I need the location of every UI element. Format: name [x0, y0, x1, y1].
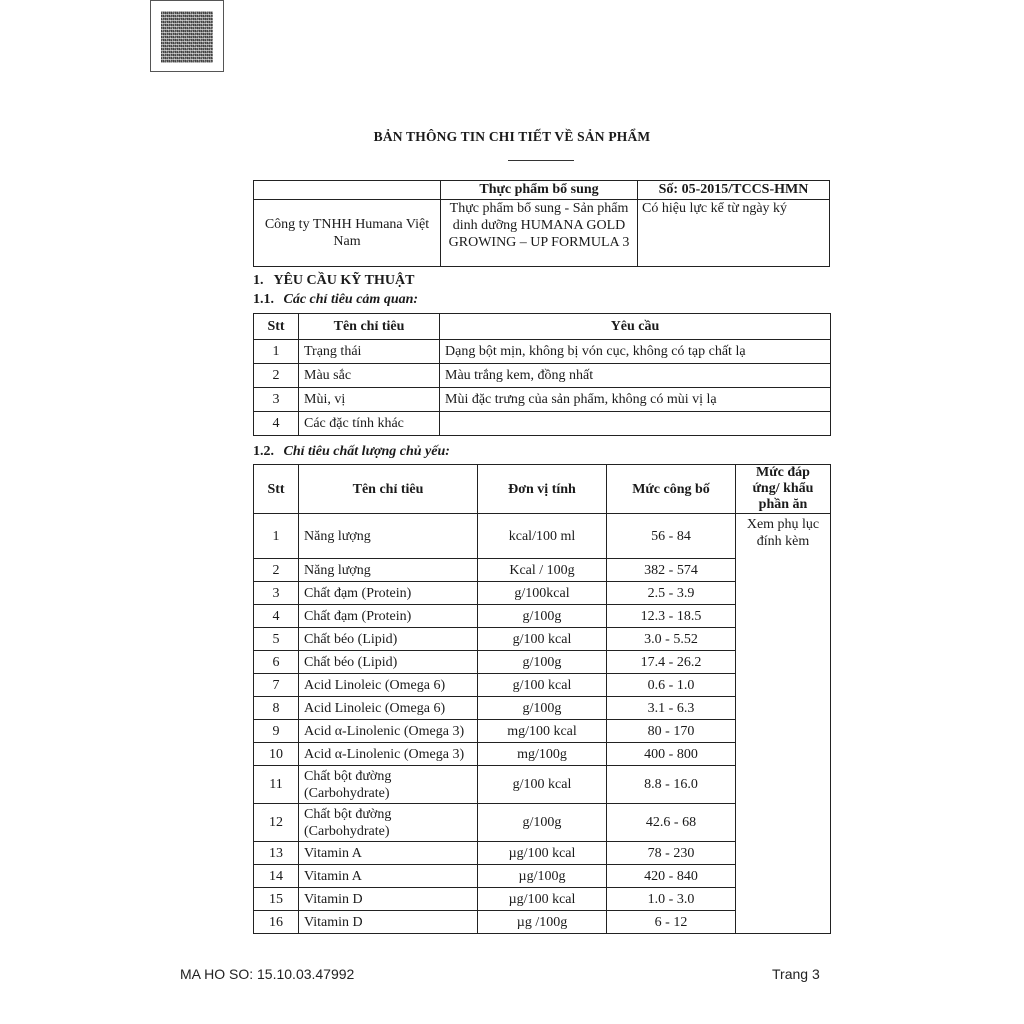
cell-stt: 12 [254, 804, 299, 842]
company-name: Công ty TNHH Humana Việt Nam [264, 217, 430, 249]
cell-name: Acid Linoleic (Omega 6) [299, 674, 478, 697]
cell-unit: kcal/100 ml [478, 514, 607, 559]
cell-stt: 1 [254, 514, 299, 559]
cell-unit: g/100g [478, 605, 607, 628]
qr-code-stamp [150, 0, 224, 72]
cell-unit: g/100kcal [478, 582, 607, 605]
cell-name: Vitamin A [299, 865, 478, 888]
cell-stt: 3 [254, 388, 299, 412]
table-row [254, 514, 831, 559]
column-header: Stt [254, 314, 299, 340]
cell-meet-note [736, 514, 831, 934]
cell-name: Chất bột đường (Carbohydrate) [299, 804, 478, 842]
cell-value: 3.1 - 6.3 [607, 697, 736, 720]
page-title: BẢN THÔNG TIN CHI TIẾT VỀ SẢN PHẨM [373, 129, 651, 144]
cell-value: 56 - 84 [607, 514, 736, 559]
cell-unit: g/100g [478, 697, 607, 720]
cell-unit: mg/100g [478, 743, 607, 766]
cell-stt: 2 [254, 364, 299, 388]
table-header-row [254, 465, 831, 514]
cell-stt: 1 [254, 340, 299, 364]
column-header: Mức công bố [607, 465, 736, 514]
product-cell: Thực phẩm bổ sung - Sản phẩm dinh dưỡng HUMANA GOLD GROWING – UP FORMULA 3 [441, 200, 638, 267]
section-1-2-title: Chỉ tiêu chất lượng chủ yếu: [283, 444, 450, 459]
cell-value: 78 - 230 [607, 842, 736, 865]
quality-table [253, 464, 831, 934]
cell-value: 3.0 - 5.52 [607, 628, 736, 651]
section-1-1-number: 1.1. [253, 292, 274, 307]
table-row [254, 412, 831, 436]
section-1-heading [253, 273, 414, 289]
cell-value: 80 - 170 [607, 720, 736, 743]
cell-stt: 4 [254, 605, 299, 628]
qr-code-icon [161, 11, 213, 63]
column-header: Tên chỉ tiêu [299, 465, 478, 514]
cell-requirement: Dạng bột mịn, không bị vón cục, không có tạp chất lạ [440, 340, 831, 364]
cell-unit: µg/100g [478, 865, 607, 888]
cell-name: Chất đạm (Protein) [299, 582, 478, 605]
cell-value: 17.4 - 26.2 [607, 651, 736, 674]
cell-name: Chất bột đường (Carbohydrate) [299, 766, 478, 804]
cell-name: Acid α-Linolenic (Omega 3) [299, 743, 478, 766]
sensory-table [253, 313, 831, 436]
cell-value: 420 - 840 [607, 865, 736, 888]
table-row [254, 364, 831, 388]
cell-value: 2.5 - 3.9 [607, 582, 736, 605]
cell-name: Chất béo (Lipid) [299, 651, 478, 674]
column-header: Tên chỉ tiêu [299, 314, 440, 340]
cell-stt: 7 [254, 674, 299, 697]
cell-value: 6 - 12 [607, 911, 736, 934]
cell-requirement: Màu trắng kem, đồng nhất [440, 364, 831, 388]
cell-unit: Kcal / 100g [478, 559, 607, 582]
section-1-title: 1. YÊU CẦU KỸ THUẬT [253, 273, 415, 288]
cell-name: Vitamin A [299, 842, 478, 865]
page-number: Trang 3 [772, 966, 820, 982]
table-header-row [254, 314, 831, 340]
cell-unit: µg/100 kcal [478, 888, 607, 911]
cell-value: 0.6 - 1.0 [607, 674, 736, 697]
cell-stt: 6 [254, 651, 299, 674]
cell-stt: 14 [254, 865, 299, 888]
cell-requirement: Mùi đặc trưng của sản phẩm, không có mùi vị lạ [440, 388, 831, 412]
cell-stt: 15 [254, 888, 299, 911]
cell-name: Chất béo (Lipid) [299, 628, 478, 651]
validity-cell: Có hiệu lực kể từ ngày ký [638, 200, 830, 267]
cell-name: Mùi, vị [299, 388, 440, 412]
cell-requirement [440, 412, 831, 436]
record-code: MA HO SO: 15.10.03.47992 [180, 966, 355, 982]
table-row [254, 388, 831, 412]
section-1-2-heading [253, 444, 450, 460]
cell-name: Chất đạm (Protein) [299, 605, 478, 628]
cell-unit: µg/100 kcal [478, 842, 607, 865]
section-1-1-title: Các chỉ tiêu cảm quan: [283, 292, 419, 307]
cell-name: Các đặc tính khác [299, 412, 440, 436]
meet-note: Xem phụ lục đính kèm [746, 517, 820, 549]
table-row [254, 340, 831, 364]
cell-stt: 16 [254, 911, 299, 934]
section-1-2-number: 1.2. [253, 444, 274, 459]
cell-name: Vitamin D [299, 911, 478, 934]
column-header: Stt [254, 465, 299, 514]
cell-stt: 8 [254, 697, 299, 720]
section-1-1-heading [253, 292, 418, 308]
cell-value: 8.8 - 16.0 [607, 766, 736, 804]
column-header: Đơn vị tính [478, 465, 607, 514]
cell-value: 42.6 - 68 [607, 804, 736, 842]
cell-name: Acid α-Linolenic (Omega 3) [299, 720, 478, 743]
cell-unit: g/100g [478, 804, 607, 842]
cell-stt: 10 [254, 743, 299, 766]
cell-stt: 4 [254, 412, 299, 436]
cell-name: Acid Linoleic (Omega 6) [299, 697, 478, 720]
cell-unit: g/100 kcal [478, 628, 607, 651]
company-cell [254, 200, 441, 267]
doc-number-cell: Số: 05-2015/TCCS-HMN [638, 181, 830, 200]
cell-unit: g/100 kcal [478, 674, 607, 697]
cell-value: 400 - 800 [607, 743, 736, 766]
cell-value: 12.3 - 18.5 [607, 605, 736, 628]
cell-stt: 13 [254, 842, 299, 865]
cell-unit: g/100g [478, 651, 607, 674]
cell-stt: 5 [254, 628, 299, 651]
product-header-table [253, 180, 830, 267]
header-empty-cell [254, 181, 441, 200]
cell-name: Vitamin D [299, 888, 478, 911]
column-header: Yêu cầu [440, 314, 831, 340]
cell-value: 1.0 - 3.0 [607, 888, 736, 911]
cell-name: Năng lượng [299, 559, 478, 582]
cell-unit: mg/100 kcal [478, 720, 607, 743]
cell-unit: µg /100g [478, 911, 607, 934]
cell-stt: 11 [254, 766, 299, 804]
cell-stt: 9 [254, 720, 299, 743]
cell-stt: 2 [254, 559, 299, 582]
category-cell: Thực phẩm bổ sung [441, 181, 638, 200]
column-header: Mức đáp ứng/ khẩu phần ăn [736, 465, 831, 514]
cell-name: Trạng thái [299, 340, 440, 364]
cell-stt: 3 [254, 582, 299, 605]
cell-name: Màu sắc [299, 364, 440, 388]
cell-value: 382 - 574 [607, 559, 736, 582]
cell-name: Năng lượng [299, 514, 478, 559]
cell-unit: g/100 kcal [478, 766, 607, 804]
title-underline [508, 160, 574, 161]
